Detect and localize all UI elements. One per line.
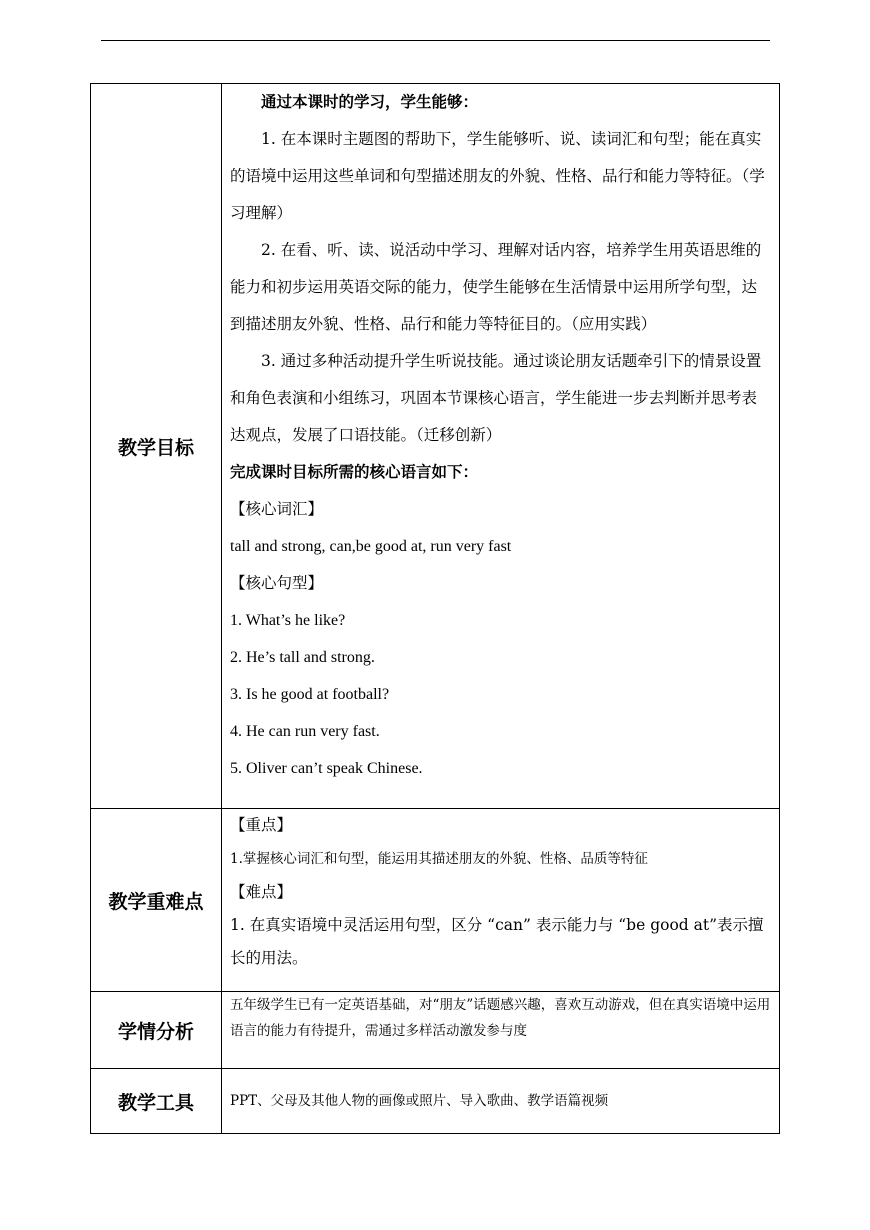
goal-item-3: 3. 通过多种活动提升学生听说技能。通过谈论朋友话题牵引下的情景设置和角色表演和小组练习，巩固本节课核心语言，学生能进一步去判断并思考表达观点，发展了口语技能。（迁移创新） bbox=[230, 352, 762, 444]
label-student-analysis: 学情分析 bbox=[91, 992, 222, 1069]
label-key-difficult-points: 教学重难点 bbox=[91, 809, 222, 992]
lesson-plan-table bbox=[90, 83, 780, 1134]
goal-item-1: 1. 在本课时主题图的帮助下，学生能够听、说、读词汇和句型；能在真实的语境中运用这些单词和句型描述朋友的外貌、性格、品行和能力等特征。（学习理解） bbox=[230, 130, 765, 222]
key-point-text: 1.掌握核心词汇和句型，能运用其描述朋友的外貌、性格、品质等特征 bbox=[230, 851, 648, 867]
difficult-point-text: 1. 在真实语境中灵活运用句型，区分 “can” 表示能力与 “be good at”表示擅长的用法。 bbox=[230, 916, 764, 967]
row-key-difficult-points bbox=[91, 809, 780, 992]
core-vocab-list: tall and strong, can,be good at, run very fast bbox=[230, 538, 512, 555]
core-sentence-2: 2. He’s tall and strong. bbox=[230, 649, 375, 666]
core-sentence-3: 3. Is he good at football? bbox=[230, 686, 390, 703]
key-point-heading: 【重点】 bbox=[230, 816, 293, 834]
row-student-analysis bbox=[91, 992, 780, 1069]
label-teaching-goals: 教学目标 bbox=[91, 84, 222, 809]
header-rule bbox=[101, 40, 770, 41]
row-teaching-tools bbox=[91, 1069, 780, 1134]
core-sentence-1: 1. What’s he like? bbox=[230, 612, 346, 629]
label-teaching-tools: 教学工具 bbox=[91, 1069, 222, 1134]
teaching-tools-text: PPT、父母及其他人物的画像或照片、导入歌曲、教学语篇视频 bbox=[230, 1093, 609, 1109]
goals-intro: 通过本课时的学习，学生能够： bbox=[261, 93, 479, 111]
teaching-goals-content bbox=[222, 84, 780, 809]
row-teaching-goals bbox=[91, 84, 780, 809]
student-analysis-content bbox=[222, 992, 780, 1069]
key-difficult-content bbox=[222, 809, 780, 992]
core-vocab-heading: 【核心词汇】 bbox=[230, 500, 324, 518]
student-analysis-text: 五年级学生已有一定英语基础，对“朋友”话题感兴趣，喜欢互动游戏，但在真实语境中运用语言的能力有待提升，需通过多样活动激发参与度 bbox=[230, 997, 771, 1039]
core-sentence-5: 5. Oliver can’t speak Chinese. bbox=[230, 760, 423, 777]
core-language-title: 完成课时目标所需的核心语言如下： bbox=[230, 463, 479, 481]
core-sentence-4: 4. He can run very fast. bbox=[230, 723, 380, 740]
teaching-tools-content bbox=[222, 1069, 780, 1134]
core-sentence-heading: 【核心句型】 bbox=[230, 574, 324, 592]
difficult-point-heading: 【难点】 bbox=[230, 883, 293, 901]
goal-item-2: 2. 在看、听、读、说活动中学习、理解对话内容，培养学生用英语思维的能力和初步运用英语交际的能力，使学生能够在生活情景中运用所学句型，达到描述朋友外貌、性格、品行和能力等特征目的。（应用实践） bbox=[230, 241, 762, 333]
